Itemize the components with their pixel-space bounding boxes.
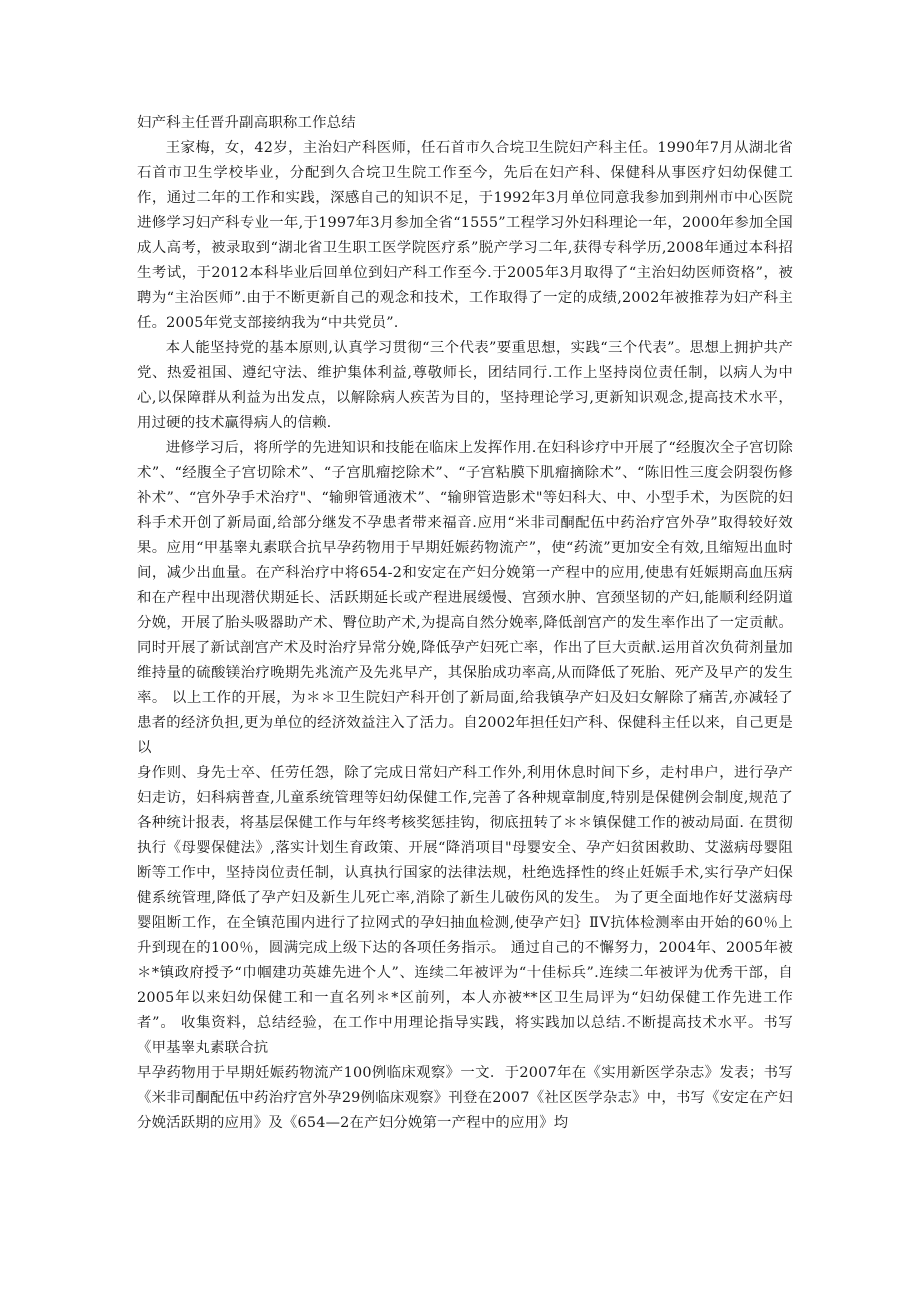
document-title: 妇产科主任晋升副高职称工作总结	[137, 115, 356, 131]
paragraph-publications: 早孕药物用于早期妊娠药物流产100例临床观察》一文．于2007年在《实用新医学杂志》发表；书写《米非司酮配伍中药治疗宫外孕29例临床观察》刊登在2007《社区医学杂志》中，书写《安定在产妇分娩活跃期的应用》及《654—2在产妇分娩第一产程中的应用》均	[137, 1065, 793, 1131]
paragraph-personal-background: 王家梅，女，42岁，主治妇产科医师，任石首市久合垸卫生院妇产科主任。1990年7月从湖北省石首市卫生学校毕业，分配到久合垸卫生院工作至今，先后在妇产科、保健科从事医疗妇幼保健工作，通过二年的工作和实践，深感自己的知识不足，于1992年3月单位同意我参加到荆州市中心医院进修学习妇产科专业一年,于1997年3月参加全省“1555”工程学习外妇科理论一年，2000年参加全国成人高考，被录取到“湖北省卫生职工医学院医疗系”脱产学习二年,获得专科学历,2008年通过本科招生考试，于2012本科毕业后回单位到妇产科工作至今.于2005年3月取得了“主治妇幼医师资格”，被聘为“主治医师”.由于不断更新自己的观念和技术，工作取得了一定的成绩,2002年被推荐为妇产科主任。2005年党支部接纳我为“中共党员”.	[137, 140, 793, 331]
document-body	[137, 111, 793, 1136]
paragraph-political-attitude: 本人能坚持党的基本原则,认真学习贯彻“三个代表”要重思想，实践“三个代表”。思想上拥护共产党、热爱祖国、遵纪守法、维护集体利益,尊敬师长，团结同行.工作上坚持岗位责任制，以病人为中心,以保障群从利益为出发点，以解除病人疾苦为目的，坚持理论学习,更新知识观念,提高技术水平，用过硬的技术赢得病人的信赖.	[137, 340, 793, 431]
paragraph-maternal-health-work: 身作则、身先士卒、任劳任怨，除了完成日常妇产科工作外,利用休息时间下乡，走村串户，进行孕产妇走访，妇科病普查,儿童系统管理等妇幼保健工作,完善了各种规章制度,特别是保健例会制度,规范了各种统计报表，将基层保健工作与年终考核奖惩挂钩，彻底扭转了＊＊镇保健工作的被动局面. 在贯彻执行《母婴保健法》,落实计划生育政策、开展“降消项目"母婴安全、孕产妇贫困救助、艾滋病母婴阻断等工作中，坚持岗位责任制，认真执行国家的法律法规，杜绝选择性的终止妊娠手术,实行孕产妇保健系统管理,降低了孕产妇及新生儿死亡率,消除了新生儿破伤风的发生。 为了更全面地作好艾滋病母婴阻断工作，在全镇范围内进行了拉网式的孕妇抽血检测,使孕产妇｝ⅡⅤ抗体检测率由开始的60％上升到现在的100％，圆满完成上级下达的各项任务指示。 通过自己的不懈努力，2004年、2005年被＊*镇政府授予“巾帼建功英雄先进个人”、连续二年被评为“十佳标兵”.连续二年被评为优秀干部，自2005年以来妇幼保健工和一直名列＊*区前列，本人亦被**区卫生局评为“妇幼保健工作先进工作者”。 收集资料，总结经验，在工作中用理论指导实践，将实践加以总结.不断提高技术水平。书写《甲基睾丸素联合抗	[137, 765, 793, 1056]
paragraph-clinical-work: 进修学习后，将所学的先进知识和技能在临床上发挥作用.在妇科诊疗中开展了“经腹次全子宫切除术”、“经腹全子宫切除术”、“子宫肌瘤挖除术”、“子宫粘膜下肌瘤摘除术”、“陈旧性三度会阴裂伤修补术”、“宫外孕手术治疗"、“输卵管通液术”、“输卵管造影术"等妇科大、中、小型手术，为医院的妇科手术开创了新局面,给部分继发不孕患者带来福音.应用“米非司酮配伍中药治疗宫外孕”取得较好效果。应用“甲基睾丸素联合抗早孕药物用于早期妊娠药物流产”，使“药流”更加安全有效,且缩短出血时间，减少出血量。在产科治疗中将654-2和安定在产妇分娩第一产程中的应用,使患有妊娠期高血压病和在产程中出现潜伏期延长、活跃期延长或产程进展缓慢、宫颈水肿、宫颈坚韧的产妇,能顺利经阴道分娩，开展了胎头吸器助产术、臀位助产术,为提高自然分娩率,降低剖宫产的发生率作出了一定贡献。同时开展了新试剖宫产术及时治疗异常分娩,降低孕产妇死亡率，作出了巨大贡献.运用首次负荷剂量加维持量的硫酸镁治疗晚期先兆流产及先兆早产，其保胎成功率高,从而降低了死胎、死产及早产的发生率。 以上工作的开展，为＊＊卫生院妇产科开创了新局面,给我镇孕产妇及妇女解除了痛苦,亦减轻了患者的经济负担,更为单位的经济效益注入了活力。自2002年担任妇产科、保健科主任以来，自己更是以	[137, 440, 793, 756]
